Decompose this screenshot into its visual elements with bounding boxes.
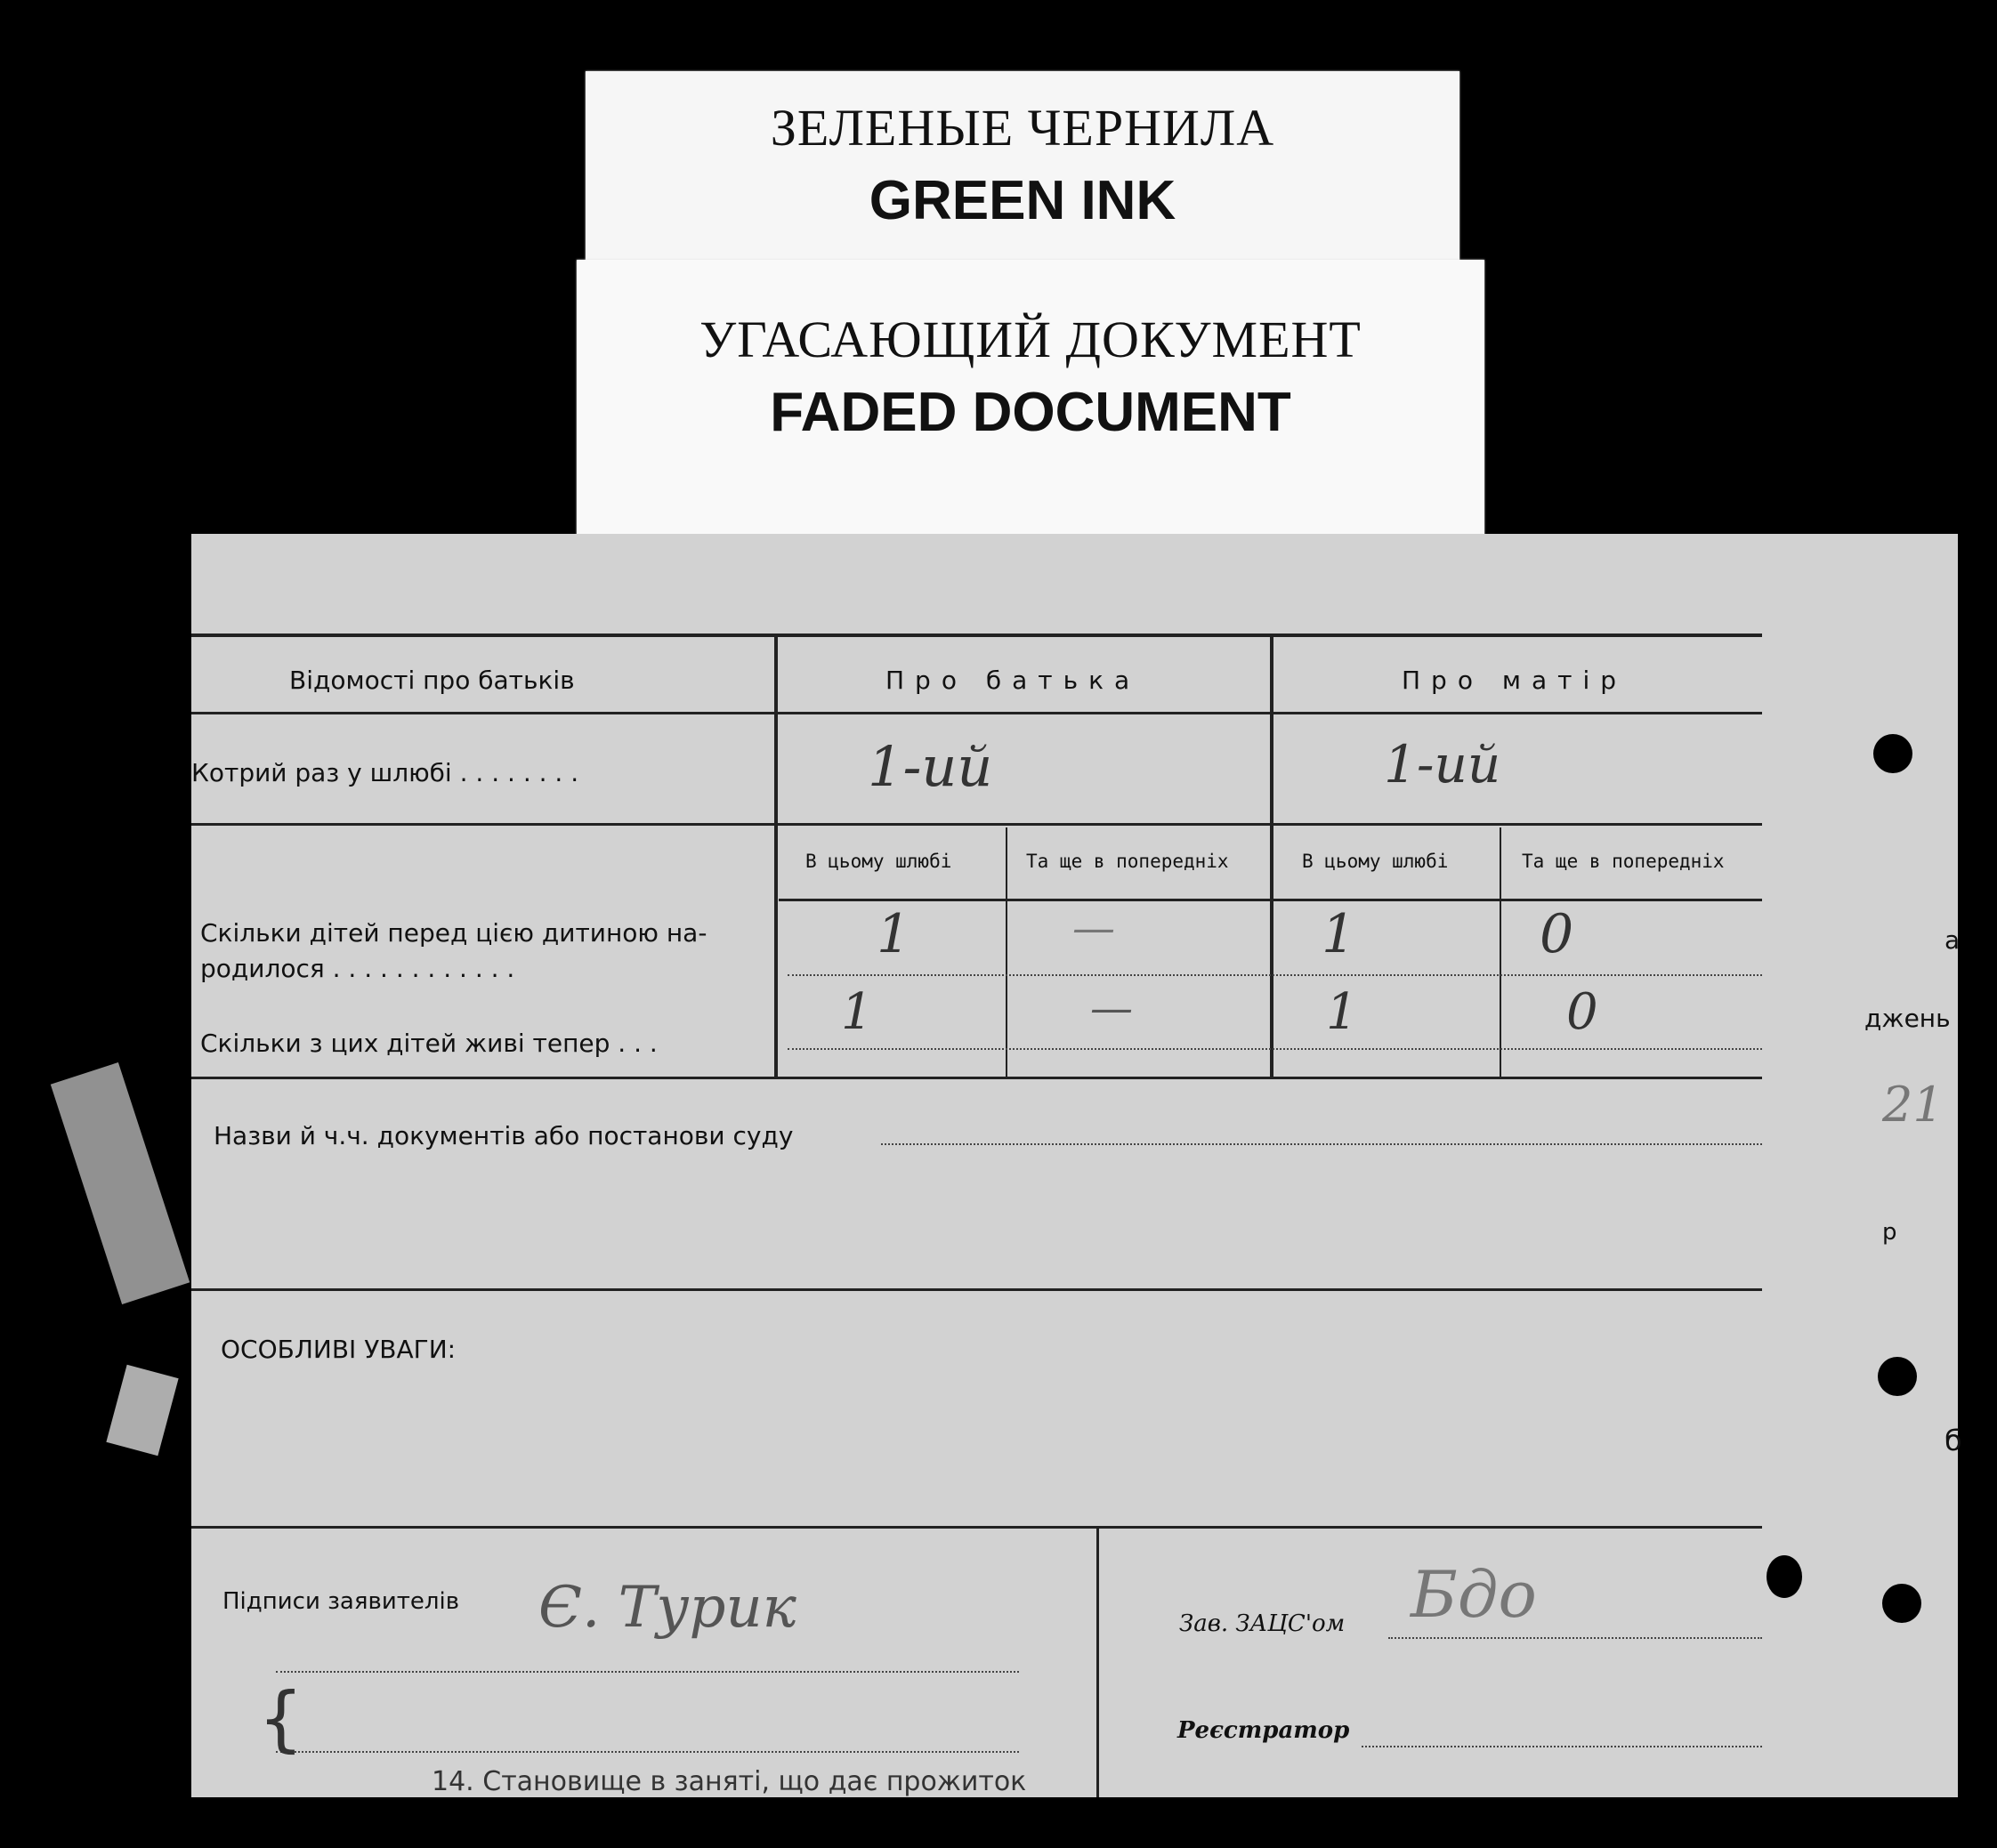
head-of-registry-label: Зав. ЗАЦС'ом [1179,1610,1346,1637]
green-ink-en-text: GREEN INK [869,170,1176,231]
remarks-label: ОСОБЛИВІ УВАГИ: [221,1335,457,1364]
documents-label: Назви й ч.ч. документів або постанови суду [214,1121,794,1150]
signature-divider [1096,1529,1099,1797]
marriage-count-father: 1-ий [868,734,993,799]
applicant-signature-line-1 [276,1671,1019,1673]
edge-fragment-4: р [1882,1219,1897,1246]
header-mother: Про матір [1402,666,1628,695]
children-born-label-line2: родилося . . . . . . . . . . . . [200,954,515,983]
children-alive-line [788,1048,1762,1050]
subheader-mother-this-marriage: В цьому шлюбі [1302,851,1449,872]
subheader-father-this-marriage: В цьому шлюбі [805,851,952,872]
faded-document-en-text: FADED DOCUMENT [770,382,1291,443]
marriage-count-label: Котрий раз у шлюбі . . . . . . . . [191,758,579,787]
children-born-mother-this: 1 [1322,903,1356,965]
binding-hole [1878,1357,1917,1396]
children-born-father-line [788,974,1762,976]
col-divider-1 [774,633,778,1077]
subheader-father-previous: Та ще в попередніх [1026,851,1229,872]
bottom-cut-text: 14. Становище в заняті, що дає прожиток [432,1766,1027,1797]
documents-line [881,1143,1762,1145]
children-born-father-this: 1 [877,903,911,965]
edge-fragment-3: 21 [1882,1077,1944,1133]
signatures-label: Підписи заявителів [222,1588,460,1615]
marriage-count-mother: 1-ий [1384,734,1501,795]
col-divider-2 [1270,633,1273,1077]
edge-fragment-1: а [1944,925,1961,955]
edge-fragment-2: джень [1864,1004,1951,1033]
faded-document-ru-text: УГАСАЮЩИЙ ДОКУМЕНТ [699,311,1362,368]
head-signature-line [1388,1637,1762,1639]
paper-scrap [106,1365,178,1456]
children-alive-mother-this: 1 [1326,983,1358,1041]
children-alive-father-prev: — [1090,983,1133,1033]
applicant-signature: Є. Турик [538,1575,796,1641]
green-ink-ru-text: ЗЕЛЕНЫЕ ЧЕРНИЛА [770,99,1275,157]
binding-hole [1873,734,1912,773]
subheader-mother-previous: Та ще в попередніх [1522,851,1725,872]
signature-bracket: { [258,1677,303,1760]
applicant-signature-line-2 [276,1751,1019,1753]
head-of-registry-signature: Бдо [1411,1557,1537,1632]
children-born-label-line1: Скільки дітей перед цією дитиною на- [200,918,707,948]
header-bottom-rule [191,712,1762,714]
children-alive-label: Скільки з цих дітей живі тепер . . . [200,1029,658,1058]
children-table-bottom-rule [191,1077,1762,1079]
header-parents-info: Відомості про батьків [289,666,575,695]
registrar-label: Реєстратор [1177,1717,1350,1744]
children-alive-father-this: 1 [841,983,873,1041]
subcol-divider-mother [1500,827,1501,1077]
documents-bottom-rule [191,1288,1762,1291]
marriage-row-bottom-rule [191,823,1762,826]
binding-hole [1882,1584,1921,1623]
subcol-divider-father [1006,827,1007,1077]
civil-registry-form [191,534,1962,1797]
header-father: Про батька [885,666,1141,695]
registrar-line [1362,1746,1762,1747]
binding-hole [1767,1555,1802,1598]
children-born-father-prev: — [1072,903,1115,953]
remarks-bottom-rule [191,1526,1762,1529]
children-alive-mother-prev: 0 [1566,983,1598,1041]
paper-scrap [51,1062,190,1304]
children-born-mother-prev: 0 [1540,903,1574,965]
header-top-rule [191,633,1762,637]
faded-document-label-card [577,260,1484,553]
edge-fragment-5: б [1944,1424,1962,1457]
